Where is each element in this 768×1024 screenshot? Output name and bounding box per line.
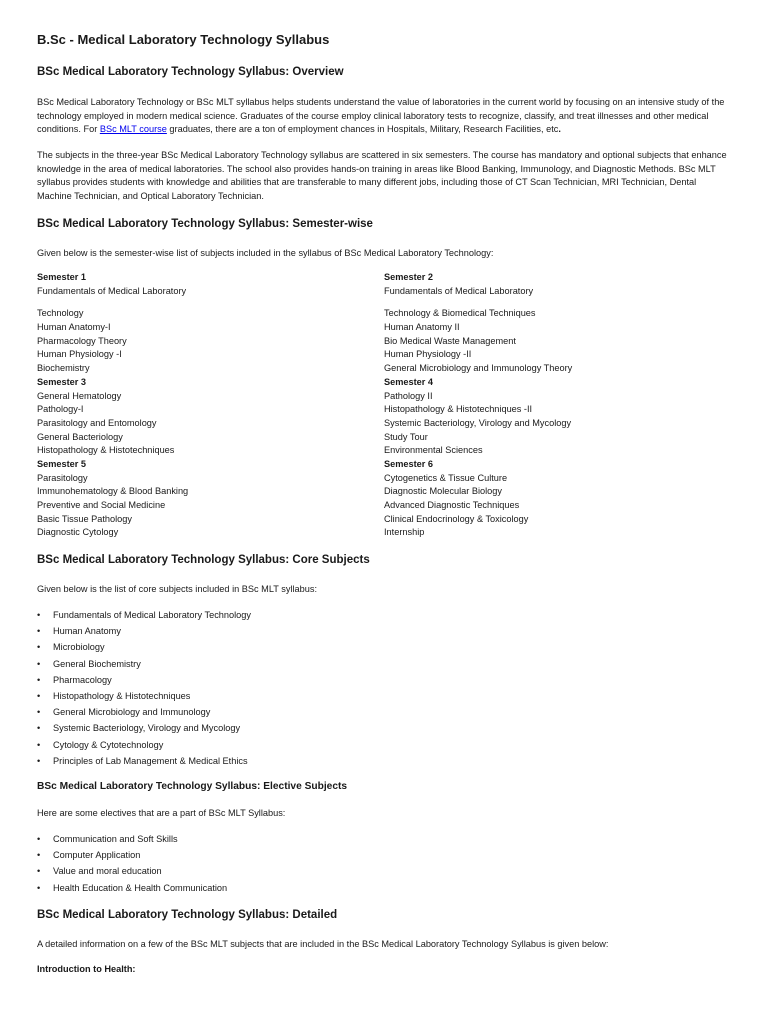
subject-item: Human Anatomy II: [384, 322, 460, 333]
semester-column-right: [384, 271, 572, 540]
subject-item: Pathology II: [384, 390, 433, 401]
elective-subjects-heading: BSc Medical Laboratory Technology Syllabus: Elective Subjects: [37, 781, 348, 792]
list-item: • Principles of Lab Management & Medical Ethics: [37, 755, 248, 766]
subject-item: Diagnostic Molecular Biology: [384, 486, 502, 497]
bullet-icon: •: [37, 658, 41, 669]
page-title: B.Sc - Medical Laboratory Technology Syllabus: [37, 32, 330, 47]
subject-item: Parasitology and Entomology: [37, 417, 157, 428]
subject-item: General Microbiology and Immunology Theory: [384, 363, 573, 374]
introduction-to-health-subheading: Introduction to Health:: [37, 964, 136, 974]
subject-item: Systemic Bacteriology, Virology and Mycology: [384, 417, 572, 428]
bullet-icon: •: [37, 610, 41, 620]
subject-item: Cytogenetics & Tissue Culture: [384, 472, 508, 483]
bullet-icon: •: [37, 707, 41, 718]
subject-item: Preventive and Social Medicine: [37, 500, 166, 510]
detailed-intro: A detailed information on a few of the BSc MLT subjects that are included in the BSc Medical Laboratory Technology Syllabus is given below:: [37, 939, 609, 949]
subject-item: Histopathology & Histotechniques -II: [384, 404, 533, 415]
list-item: • Computer Application: [37, 850, 141, 861]
bullet-icon: •: [37, 674, 41, 685]
subject-item: Human Anatomy-I: [37, 322, 111, 333]
list-item: • Cytology & Cytotechnology: [37, 739, 164, 750]
bsc-mlt-course-link[interactable]: BSc MLT course: [99, 124, 167, 135]
semester-3-label: Semester 3: [37, 376, 87, 387]
semester-column-left: [37, 271, 188, 540]
elective-subjects-intro: Here are some electives that are a part of BSc MLT Syllabus:: [37, 808, 286, 818]
subject-item: Internship: [384, 527, 425, 538]
bullet-icon: •: [37, 739, 41, 750]
semester-6-label: Semester 6: [384, 458, 434, 469]
semester-wise-heading: BSc Medical Laboratory Technology Syllabus: Semester-wise: [37, 218, 373, 230]
subject-item: General Bacteriology: [37, 431, 123, 442]
subject-item: Immunohematology & Blood Banking: [37, 486, 189, 497]
list-item: • Fundamentals of Medical Laboratory Technology: [37, 610, 251, 620]
list-item: • Value and moral education: [37, 866, 162, 877]
overview-paragraph-1: [37, 96, 732, 137]
subject-item: Pharmacology Theory: [37, 335, 127, 346]
subject-item: Histopathology & Histotechniques: [37, 445, 175, 456]
core-subjects-intro: Given below is the list of core subjects included in BSc MLT syllabus:: [37, 584, 318, 594]
overview-paragraph-2: The subjects in the three-year BSc Medical Laboratory Technology syllabus are scattered in six semesters. The course has mandatory and optional subjects that enhance knowledge in the area of medical laboratories. The school also provides hands-on training in areas like Blood Banking, Immunology, and Diagnostic Methods. BSc MLT syllabus provides students with knowledge and abilities that are transferable to many different jobs, including those of CT Scan Technician, MRI Technician, Dental Machine Technician, and Optical Laboratory Technician.: [37, 150, 727, 201]
subject-item: Bio Medical Waste Management: [384, 335, 516, 346]
list-item: • Microbiology: [37, 642, 105, 653]
subject-item: Basic Tissue Pathology: [37, 513, 132, 524]
subject-item: Parasitology: [37, 472, 88, 483]
bullet-icon: •: [37, 626, 41, 637]
semester-wise-intro: Given below is the semester-wise list of subjects included in the syllabus of BSc Medical Laboratory Technology:: [37, 248, 494, 258]
subject-item: Clinical Endocrinology & Toxicology: [384, 513, 529, 524]
bullet-icon: •: [37, 690, 41, 701]
subject-item: Study Tour: [384, 431, 428, 442]
overview-period: .: [558, 124, 561, 135]
semester-2-label: Semester 2: [384, 272, 434, 282]
list-item: • General Microbiology and Immunology: [37, 707, 211, 718]
elective-subjects-list: [37, 833, 227, 898]
detailed-heading: BSc Medical Laboratory Technology Syllabus: Detailed: [37, 909, 338, 921]
bullet-icon: •: [37, 755, 41, 766]
subject-item: Biochemistry: [37, 363, 90, 374]
subject-item: Human Physiology -I: [37, 349, 122, 360]
bullet-icon: •: [37, 642, 41, 653]
list-item: • Pharmacology: [37, 674, 112, 685]
bullet-icon: •: [37, 850, 41, 861]
subject-item: Pathology-I: [37, 404, 84, 415]
subject-item: Human Physiology -II: [384, 349, 472, 360]
semester-4-label: Semester 4: [384, 376, 434, 387]
subject-item: Advanced Diagnostic Techniques: [384, 500, 520, 510]
list-item: • Human Anatomy: [37, 626, 121, 637]
bullet-icon: •: [37, 834, 41, 844]
list-item: • Systemic Bacteriology, Virology and Mycology: [37, 723, 241, 734]
subject-item: Environmental Sciences: [384, 445, 483, 456]
semester-5-label: Semester 5: [37, 458, 87, 469]
overview-text: BSc Medical Laboratory Technology or BSc MLT syllabus helps students understand the value of laboratories in the current world by focusing on an intensive study of the technology employed in modern medical science. Graduates of the course employ clinical laboratory tests to recognize, classify, and treat illnesses and other medical conditions. For: [37, 97, 725, 135]
list-item: • Communication and Soft Skills: [37, 834, 178, 844]
list-item: • Health Education & Health Communication: [37, 882, 228, 893]
core-subjects-list: [37, 609, 251, 771]
list-item: • Histopathology & Histotechniques: [37, 690, 191, 701]
subject-item: Fundamentals of Medical Laboratory: [384, 285, 534, 296]
overview-heading: BSc Medical Laboratory Technology Syllabus: Overview: [37, 66, 344, 78]
subject-item: Technology & Biomedical Techniques: [384, 308, 536, 319]
overview-text-after: graduates, there are a ton of employment chances in Hospitals, Military, Research Facilities, etc: [166, 124, 559, 135]
bullet-icon: •: [37, 882, 41, 893]
subject-item: Fundamentals of Medical Laboratory: [37, 285, 187, 296]
core-subjects-heading: BSc Medical Laboratory Technology Syllabus: Core Subjects: [37, 554, 370, 566]
subject-item: Diagnostic Cytology: [37, 527, 119, 538]
bullet-icon: •: [37, 723, 41, 734]
list-item: • General Biochemistry: [37, 658, 141, 669]
subject-item: General Hematology: [37, 390, 122, 401]
semester-1-label: Semester 1: [37, 272, 87, 282]
bullet-icon: •: [37, 866, 41, 877]
subject-item: Technology: [37, 308, 84, 319]
